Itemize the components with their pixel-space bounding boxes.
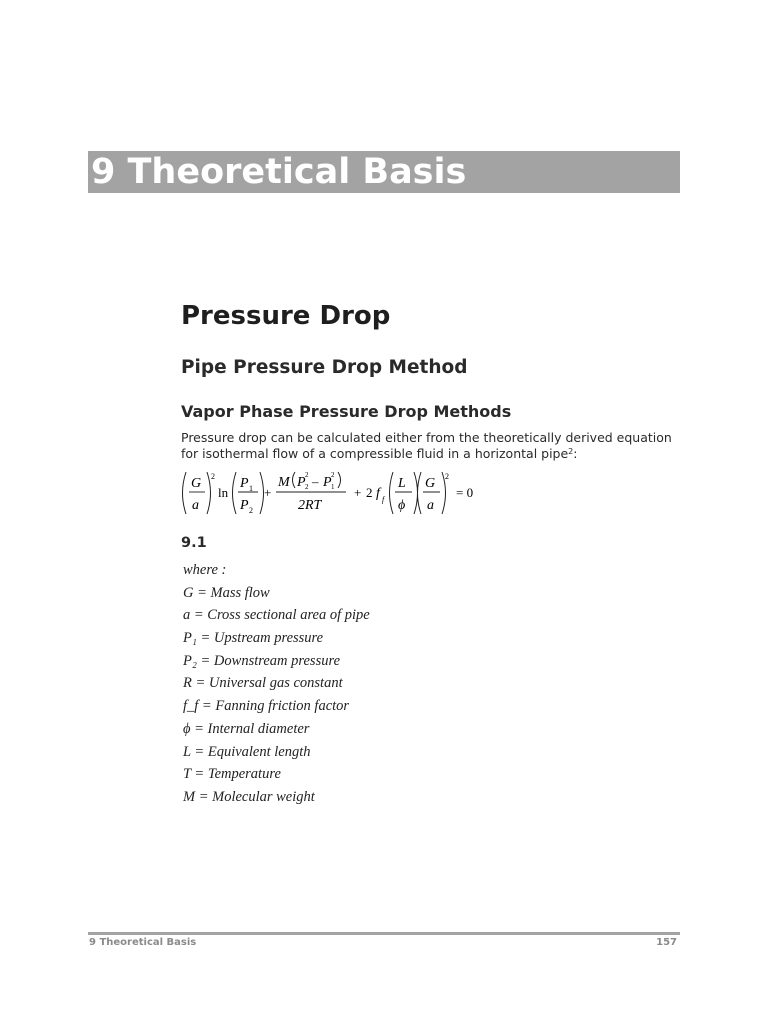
definitions-intro: where : (183, 562, 227, 578)
svg-text:a: a (192, 498, 199, 513)
page-number: 157 (656, 937, 677, 948)
definition-item: M = Molecular weight (183, 788, 315, 805)
definition-item: ϕ = Internal diameter (183, 720, 310, 737)
plus-sign: + (264, 485, 272, 500)
svg-text:2: 2 (249, 506, 253, 515)
svg-text:M: M (278, 475, 290, 490)
plus-sign-2: + (354, 485, 362, 500)
svg-text:2: 2 (445, 472, 449, 481)
chapter-heading-bar (88, 151, 680, 193)
svg-text:L: L (398, 476, 406, 491)
svg-text:2: 2 (331, 471, 335, 479)
equals-zero: = 0 (456, 485, 474, 500)
definition-item: P₁ = Upstream pressure (183, 630, 324, 647)
variable-definitions (183, 559, 370, 809)
definition-item: P₂ = Downstream pressure (183, 652, 341, 669)
svg-text:1: 1 (249, 484, 253, 493)
definition-item: L = Equivalent length (183, 743, 311, 760)
svg-text:ϕ: ϕ (398, 498, 406, 513)
svg-text:f: f (382, 495, 385, 504)
footer-rule (88, 932, 680, 935)
svg-text:G: G (425, 476, 436, 491)
section-title: Pressure Drop (181, 301, 391, 331)
factor-two: 2 (366, 485, 373, 500)
svg-text:f: f (376, 486, 380, 501)
svg-text:1: 1 (331, 483, 335, 491)
ln-label: ln (218, 485, 229, 500)
svg-text:2: 2 (211, 472, 215, 481)
intro-paragraph (181, 430, 691, 462)
paragraph-text: Pressure drop can be calculated either from the theoretically derived equation for isothermal flow of a compressible fluid in a horizontal pipe (181, 430, 672, 461)
footer-chapter-title: 9 Theoretical Basis (89, 937, 197, 948)
svg-text:G: G (191, 476, 202, 491)
equation-number: 9.1 (181, 535, 207, 551)
definition-item: T = Temperature (183, 766, 281, 783)
equation-denominator: 2RT (298, 498, 322, 513)
subsubsection-title: Vapor Phase Pressure Drop Methods (181, 402, 512, 421)
subsection-title: Pipe Pressure Drop Method (181, 357, 468, 378)
definition-item: R = Universal gas constant (183, 675, 343, 692)
svg-text:–: – (312, 474, 319, 489)
definition-item: a = Cross sectional area of pipe (183, 607, 370, 624)
svg-text:P: P (323, 475, 332, 490)
svg-text:P: P (240, 476, 249, 491)
svg-text:2: 2 (305, 483, 309, 491)
definition-item: G = Mass flow (183, 584, 270, 601)
footnote-ref: 2 (568, 447, 574, 456)
definition-item: f_f = Fanning friction factor (183, 698, 350, 715)
svg-text:a: a (427, 498, 434, 513)
chapter-title: 9 Theoretical Basis (91, 152, 467, 192)
svg-text:P: P (297, 475, 306, 490)
svg-text:P: P (240, 498, 249, 513)
paragraph-suffix: : (573, 446, 578, 461)
pressure-drop-equation (178, 466, 498, 520)
svg-text:2: 2 (305, 471, 309, 479)
